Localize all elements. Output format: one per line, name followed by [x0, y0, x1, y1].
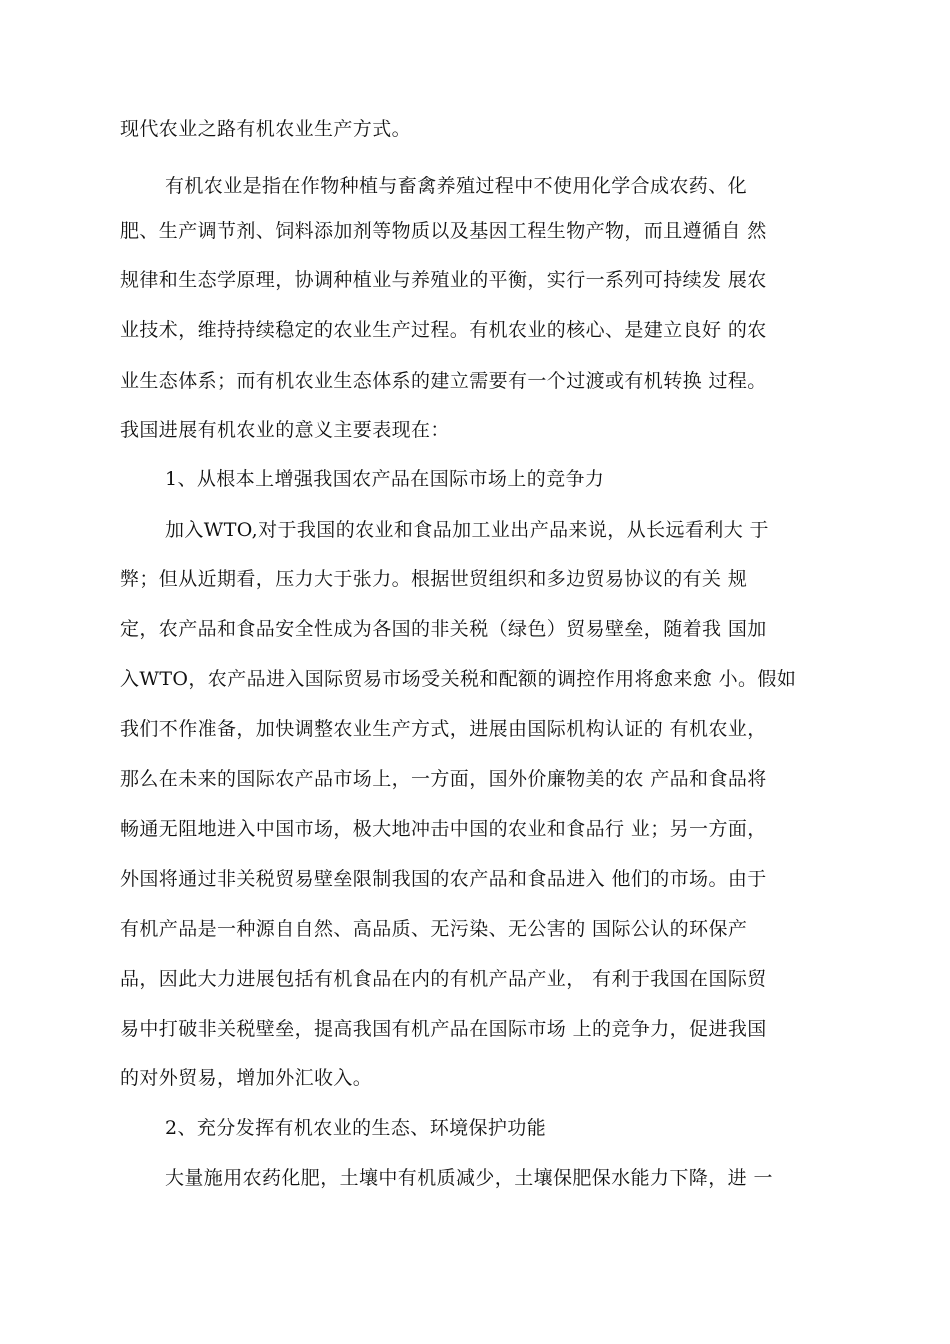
text-line: 我们不作准备，加快调整农业生产方式，进展由国际机构认证的 有机农业， — [120, 718, 767, 740]
text-line: 业生态体系；而有机农业生态体系的建立需要有一个过渡或有机转换 过程。 — [120, 370, 767, 392]
text-line: 畅通无阻地进入中国市场，极大地冲击中国的农业和食品行 业；另一方面， — [120, 818, 767, 840]
section-heading: 1、从根本上增强我国农产品在国际市场上的竞争力 — [165, 468, 605, 490]
text-line: 入WTO，农产品进入国际贸易市场受关税和配额的调控作用将愈来愈 小。假如 — [120, 668, 797, 690]
text-line: 的对外贸易，增加外汇收入。 — [120, 1067, 373, 1089]
text-line: 我国进展有机农业的意义主要表现在： — [120, 419, 450, 441]
text-line: 肥、生产调节剂、饲料添加剂等物质以及基因工程生物产物，而且遵循自 然 — [120, 220, 767, 242]
section-heading: 2、充分发挥有机农业的生态、环境保护功能 — [165, 1117, 547, 1139]
text-line: 规律和生态学原理，协调种植业与养殖业的平衡，实行一系列可持续发 展农 — [120, 269, 767, 291]
text-line: 业技术，维持持续稳定的农业生产过程。有机农业的核心、是建立良好 的农 — [120, 319, 767, 341]
text-line: 加入WTO,对于我国的农业和食品加工业出产品来说，从长远看利大 于 — [165, 519, 769, 541]
text-line: 定，农产品和食品安全性成为各国的非关税（绿色）贸易壁垒，随着我 国加 — [120, 618, 767, 640]
text-line: 弊；但从近期看，压力大于张力。根据世贸组织和多边贸易协议的有关 规 — [120, 568, 748, 590]
text-line: 大量施用农药化肥，土壤中有机质减少，土壤保肥保水能力下降，进 一 — [165, 1167, 773, 1189]
text-line: 外国将通过非关税贸易壁垒限制我国的农产品和食品进入 他们的市场。由于 — [120, 868, 767, 890]
text-line: 现代农业之路有机农业生产方式。 — [120, 118, 412, 140]
text-line: 有机产品是一种源自自然、高品质、无污染、无公害的 国际公认的环保产 — [120, 918, 748, 940]
text-line: 品，因此大力进展包括有机食品在内的有机产品产业， 有利于我国在国际贸 — [120, 968, 767, 990]
text-line: 易中打破非关税壁垒，提高我国有机产品在国际市场 上的竞争力，促进我国 — [120, 1018, 767, 1040]
text-line: 有机农业是指在作物种植与畜禽养殖过程中不使用化学合成农药、化 — [165, 175, 748, 197]
text-line: 那么在未来的国际农产品市场上，一方面，国外价廉物美的农 产品和食品将 — [120, 768, 767, 790]
